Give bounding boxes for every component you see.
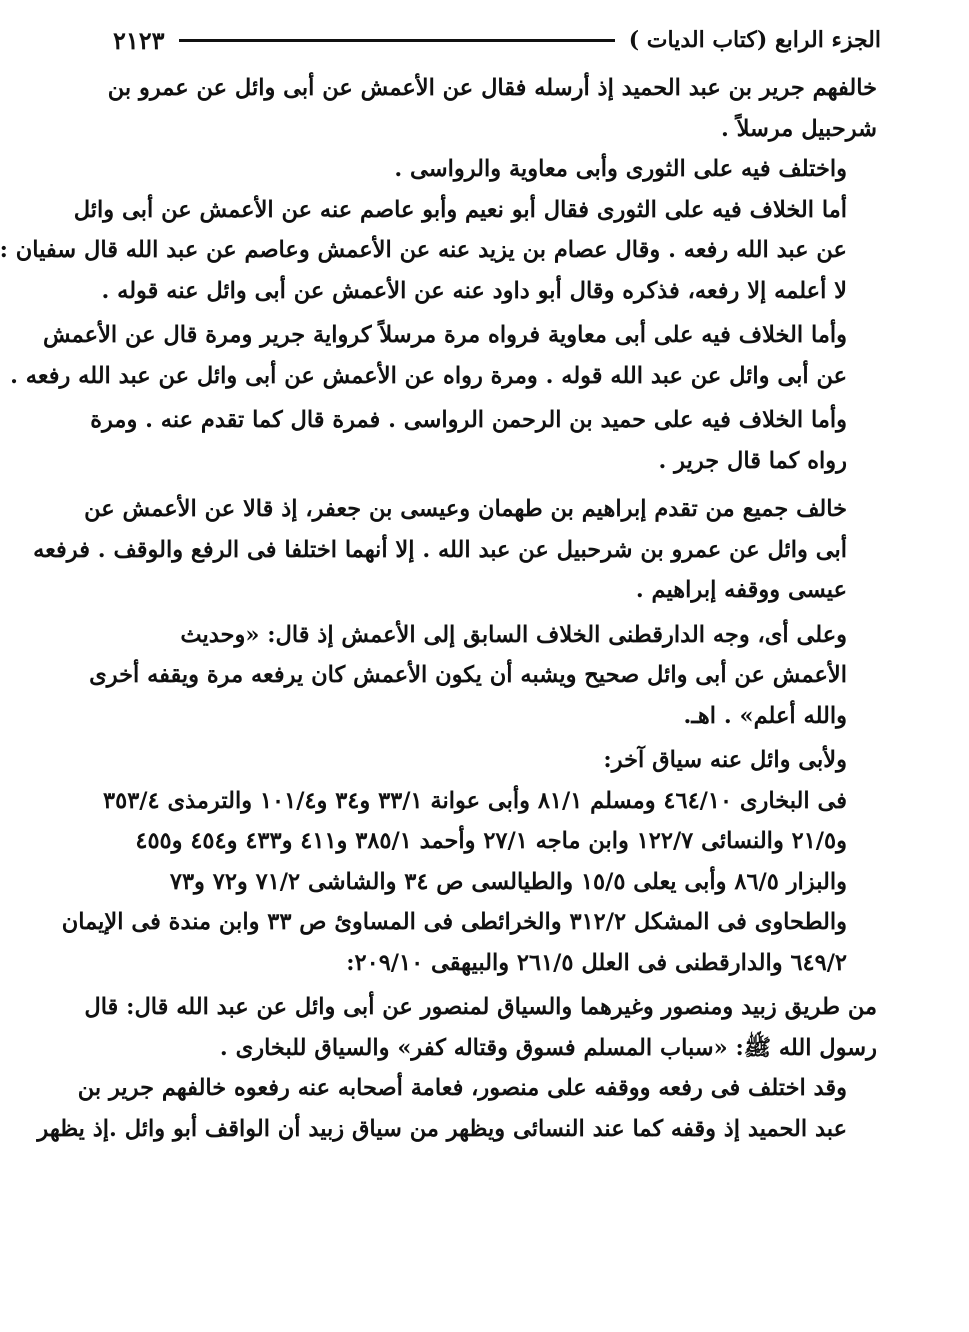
paragraph-mansur bbox=[37, 1068, 877, 1149]
text-line: والله أعلم» . اهـ. bbox=[683, 702, 847, 729]
page-body bbox=[0, 68, 877, 1149]
header-rule bbox=[179, 39, 615, 42]
page-number: ٢١٢٣ bbox=[113, 25, 165, 55]
paragraph-jarir-mursal bbox=[107, 68, 877, 149]
text-line: فى البخارى ٤٦٤/١٠ ومسلم ٨١/١ وأبى عوانة ٣٣/١ و٣٤ و١٠١/٤ والترمذى ٣٥٣/٤ bbox=[103, 787, 847, 814]
paragraph-daraqutni bbox=[89, 615, 877, 737]
text-line: ٦٤٩/٢ والدارقطنى فى العلل ٢٦١/٥ والبيهقى ٢٠٩/١٠: bbox=[346, 949, 847, 976]
paragraph-hadith-text bbox=[84, 987, 877, 1068]
text-line: عبد الحميد إذ وقفه كما عند النسائى ويظهر من سياق زبيد أن الواقف أبو وائل .إذ يظهر bbox=[37, 1115, 847, 1142]
text-line: و٢١/٥ والنسائى ١٢٢/٧ وابن ماجه ٢٧/١ وأحمد ٣٨٥/١ و٤١١ و٤٣٣ و٤٥٤ و٤٥٥ bbox=[135, 828, 847, 854]
text-line: وقد اختلف فى رفعه ووقفه على منصور، فعامة أصحابه عنه رفعوه خالفهم جرير بن bbox=[77, 1075, 847, 1101]
text-line: أما الخلاف فيه على الثورى فقال أبو نعيم وأبو عاصم عنه عن الأعمش عن أبى وائل bbox=[73, 196, 847, 223]
paragraph-ruwasi bbox=[90, 400, 877, 481]
paragraph-siyaq-akhar bbox=[107, 740, 877, 781]
text-line: وأما الخلاف فيه على أبى معاوية فرواه مرة مرسلاً كرواية جرير ومرة قال عن الأعمش bbox=[42, 322, 847, 348]
paragraph-thawri bbox=[0, 190, 877, 312]
text-line: وأما الخلاف فيه على حميد بن الرحمن الرواسى . فمرة قال كما تقدم عنه . ومرة bbox=[90, 407, 847, 433]
text-line: وعلى أى، وجه الدارقطنى الخلاف السابق إلى الأعمش إذ قال: «وحديث bbox=[180, 621, 847, 648]
text-line: خالف جميع من تقدم إبراهيم بن طهمان وعيسى بن جعفر، إذ قالا عن الأعمش عن bbox=[84, 496, 847, 522]
text-line: والبزار ٨٦/٥ وأبى يعلى ١٥/٥ والطيالسى ص ٣٤ والشاشى ٧١/٢ و٧٢ و٧٣ bbox=[169, 868, 847, 895]
text-line: خالفهم جرير بن عبد الحميد إذ أرسله فقال عن الأعمش عن أبى وائل عن عمرو بن bbox=[107, 75, 877, 101]
text-line: واختلف فيه على الثورى وأبى معاوية والرواسى . bbox=[394, 156, 847, 182]
text-line: عيسى ووقفه إبراهيم . bbox=[635, 577, 847, 603]
paragraph-abu-muawiya bbox=[10, 315, 877, 396]
text-line: أبى وائل عن عمرو بن شرحبيل عن عبد الله . إلا أنهما اختلفا فى الرفع والوقف . فرفعه bbox=[33, 536, 847, 563]
text-line: عن أبى وائل عن عبد الله قوله . ومرة رواه عن الأعمش عن أبى وائل عن عبد الله رفعه . bbox=[10, 362, 847, 389]
page-header bbox=[113, 20, 881, 60]
text-line: لا أعلمه إلا رفعه، فذكره وقال أبو داود عنه عن الأعمش عن أبى وائل عنه قوله . bbox=[101, 277, 847, 304]
paragraph-ikhtilaf bbox=[107, 149, 877, 190]
text-line: الأعمش عن أبى وائل صحيح ويشبه أن يكون الأعمش كان يرفعه مرة ويقفه أخرى bbox=[89, 662, 847, 688]
running-title: الجزء الرابع (كتاب الديات ) bbox=[628, 27, 881, 53]
text-line: عن عبد الله رفعه . وقال عصام بن يزيد عنه عن الأعمش وعاصم عن عبد الله قال سفيان : bbox=[0, 237, 847, 263]
paragraph-takhrij bbox=[61, 781, 877, 984]
text-line: شرحبيل مرسلاً . bbox=[720, 115, 877, 142]
text-line: ولأبى وائل عنه سياق آخر: bbox=[603, 747, 847, 773]
text-line: رواه كما قال جرير . bbox=[658, 447, 847, 474]
text-line: من طريق زبيد ومنصور وغيرهما والسياق لمنصور عن أبى وائل عن عبد الله قال: قال bbox=[84, 994, 877, 1020]
paragraph-ibrahim-tahman bbox=[33, 489, 877, 611]
text-line: والطحاوى فى المشكل ٣١٢/٢ والخرائطى فى المساوئ ص ٣٣ وابن مندة فى الإيمان bbox=[61, 909, 847, 935]
text-line: رسول الله ﷺ: «سباب المسلم فسوق وقتاله كفر» والسياق للبخارى . bbox=[219, 1034, 877, 1061]
